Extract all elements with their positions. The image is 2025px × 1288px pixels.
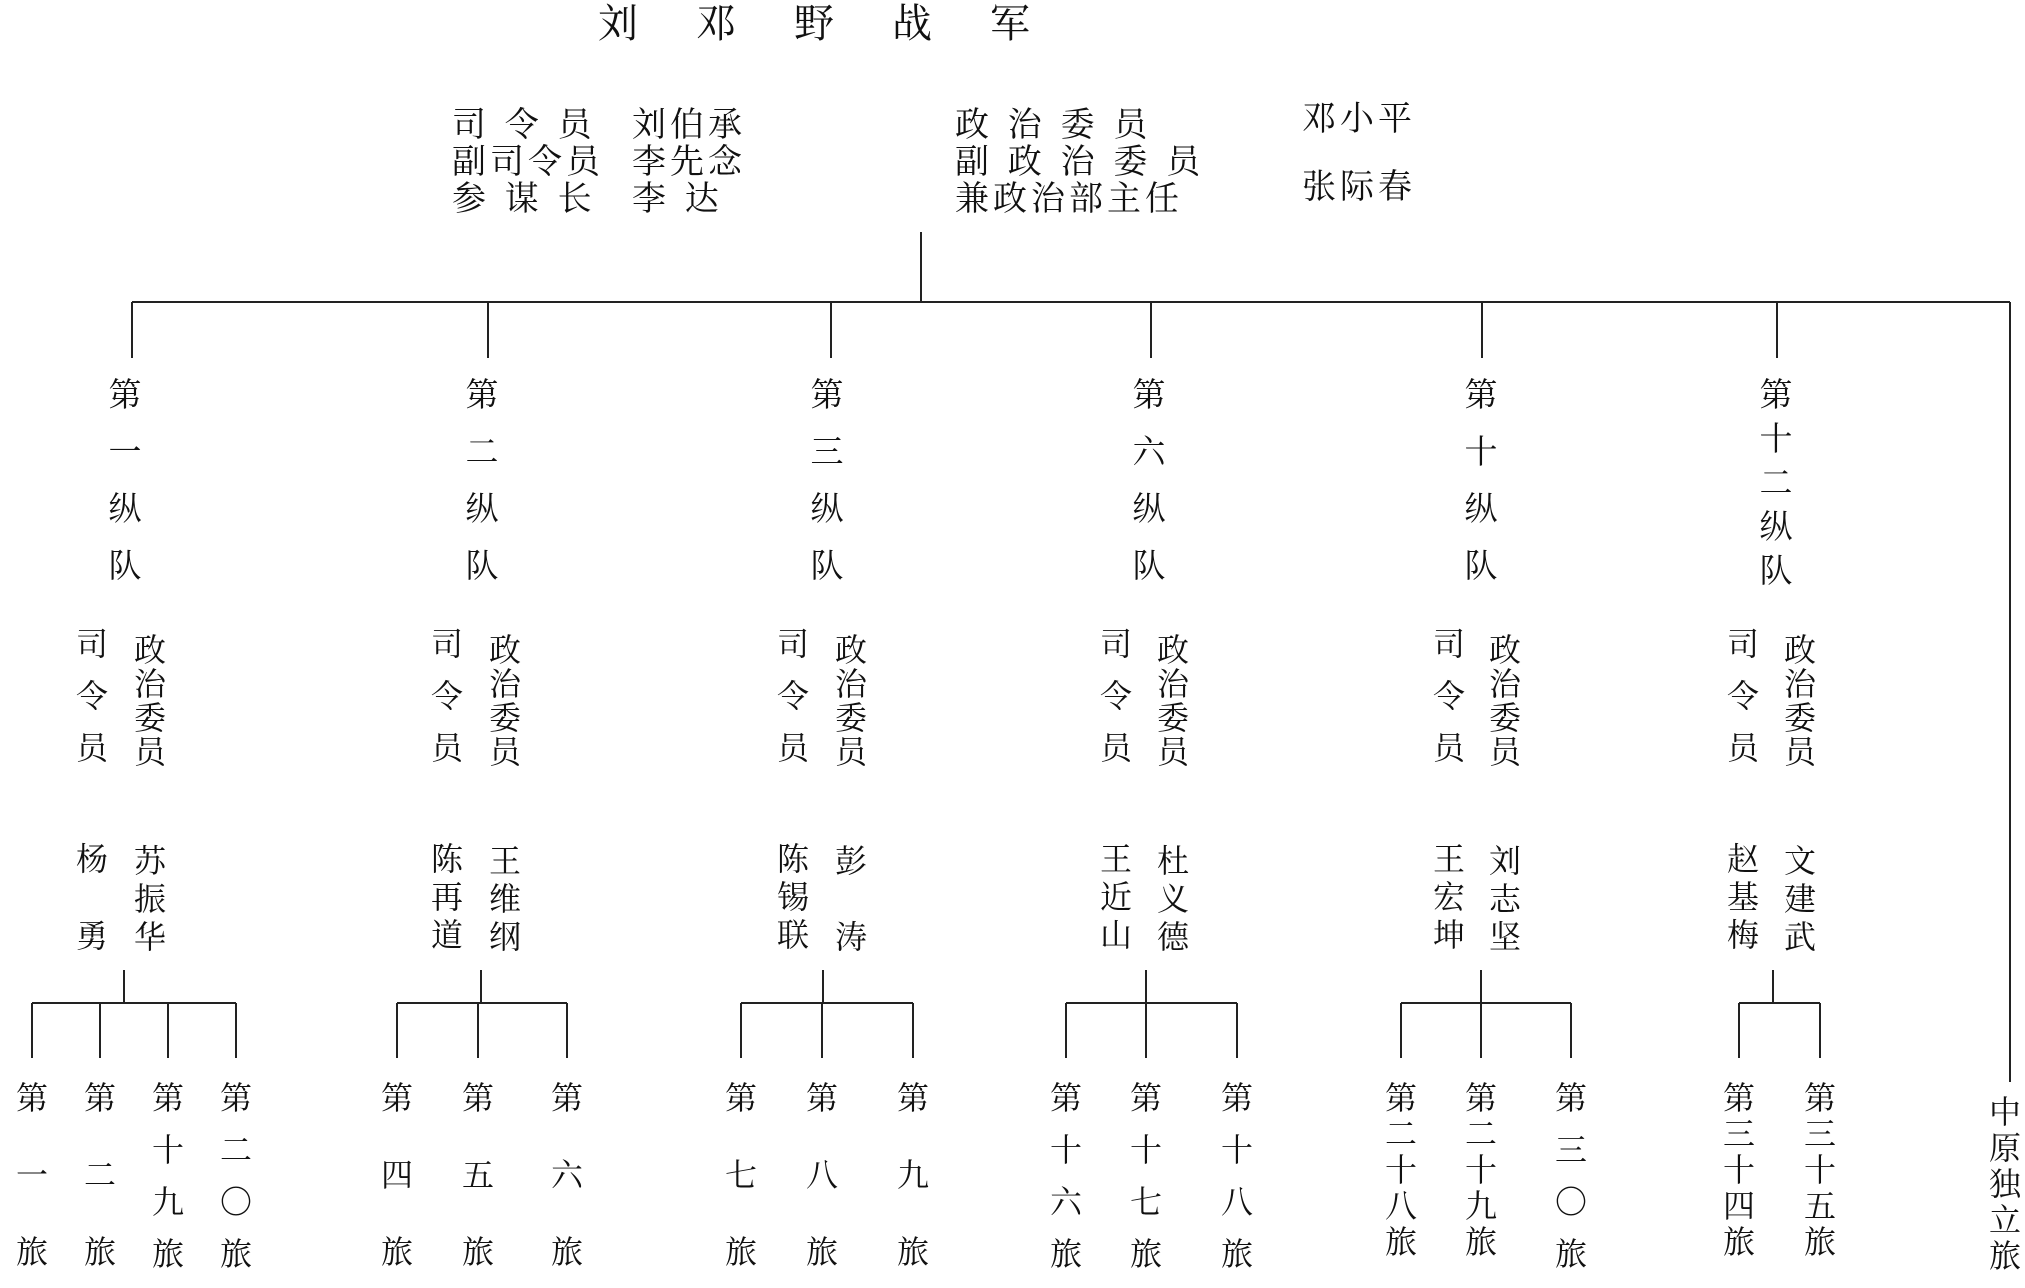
brigade-label: 第 八 旅 xyxy=(805,1079,838,1271)
commissar-title: 政 治 委 员 xyxy=(834,631,867,771)
column-name: 第 三 纵 队 xyxy=(810,375,844,585)
leader-role-deputy-commissar: 副 政 治 委 员 xyxy=(955,142,1205,182)
column-name: 第 二 纵 队 xyxy=(465,375,499,585)
commissar-name: 文 建 武 xyxy=(1783,842,1816,956)
commander-title: 司 令 员 xyxy=(776,625,809,767)
commissar-title: 政 治 委 员 xyxy=(488,631,521,771)
column-name: 第 六 纵 队 xyxy=(1132,375,1166,585)
leader-role-chief-of-staff: 参 谋 长 xyxy=(452,179,596,219)
commissar-title: 政 治 委 员 xyxy=(1488,631,1521,771)
column-name: 第 十 二 纵 队 xyxy=(1759,375,1793,590)
commander-name: 杨 勇 xyxy=(75,840,108,955)
leader-role-commander: 司 令 员 xyxy=(452,105,596,145)
commander-name: 王 宏 坤 xyxy=(1432,840,1465,954)
brigade-label: 第 三 〇 旅 xyxy=(1554,1079,1587,1273)
commissar-name: 苏 振 华 xyxy=(133,842,166,956)
leader-name-deputy-commander: 李先念 xyxy=(632,142,746,182)
commander-name: 王 近 山 xyxy=(1099,840,1132,954)
commander-title: 司 令 员 xyxy=(75,625,108,767)
commissar-name: 王 维 纲 xyxy=(488,842,521,956)
brigade-label: 第 十 八 旅 xyxy=(1220,1079,1253,1273)
brigade-label: 第 五 旅 xyxy=(461,1079,494,1271)
independent-brigade-label: 中 原 独 立 旅 xyxy=(1988,1093,2021,1275)
leader-role-deputy-commander: 副司令员 xyxy=(452,142,604,182)
brigade-label: 第 七 旅 xyxy=(724,1079,757,1271)
brigade-label: 第 六 旅 xyxy=(550,1079,583,1271)
commander-name: 陈 锡 联 xyxy=(776,840,809,954)
leader-role-political-director: 兼政治部主任 xyxy=(955,179,1183,219)
leader-name-commissar: 邓小平 xyxy=(1302,99,1416,139)
commander-name: 陈 再 道 xyxy=(430,840,463,954)
commissar-name: 杜 义 德 xyxy=(1156,842,1189,956)
brigade-label: 第 四 旅 xyxy=(380,1079,413,1271)
brigade-label: 第 十 六 旅 xyxy=(1049,1079,1082,1273)
commander-title: 司 令 员 xyxy=(1099,625,1132,767)
commander-title: 司 令 员 xyxy=(1726,625,1759,767)
commander-name: 赵 基 梅 xyxy=(1726,840,1759,954)
column-name: 第 十 纵 队 xyxy=(1464,375,1498,585)
commander-title: 司 令 员 xyxy=(430,625,463,767)
brigade-label: 第 二 十 八 旅 xyxy=(1384,1079,1417,1261)
brigade-label: 第 九 旅 xyxy=(896,1079,929,1271)
commander-title: 司 令 员 xyxy=(1432,625,1465,767)
brigade-label: 第 三 十 四 旅 xyxy=(1722,1079,1755,1261)
leader-name-commander: 刘伯承 xyxy=(632,105,746,145)
commissar-title: 政 治 委 员 xyxy=(1783,631,1816,771)
leader-name-chief-of-staff: 李 达 xyxy=(632,179,723,219)
brigade-label: 第 一 旅 xyxy=(15,1079,48,1271)
commissar-name: 彭 涛 xyxy=(834,842,867,956)
brigade-label: 第 十 七 旅 xyxy=(1129,1079,1162,1273)
commissar-name: 刘 志 坚 xyxy=(1488,842,1521,956)
leader-name-political-director: 张际春 xyxy=(1302,167,1416,207)
commissar-title: 政 治 委 员 xyxy=(1156,631,1189,771)
brigade-label: 第 三 十 五 旅 xyxy=(1803,1079,1836,1261)
chart-title: 刘邓野战军 xyxy=(598,1,1088,47)
brigade-label: 第 二 〇 旅 xyxy=(219,1079,252,1273)
brigade-label: 第 二 旅 xyxy=(83,1079,116,1271)
column-name: 第 一 纵 队 xyxy=(108,375,142,585)
commissar-title: 政 治 委 员 xyxy=(133,631,166,771)
brigade-label: 第 十 九 旅 xyxy=(151,1079,184,1273)
leader-role-commissar: 政 治 委 员 xyxy=(955,105,1152,145)
brigade-label: 第 二 十 九 旅 xyxy=(1464,1079,1497,1261)
